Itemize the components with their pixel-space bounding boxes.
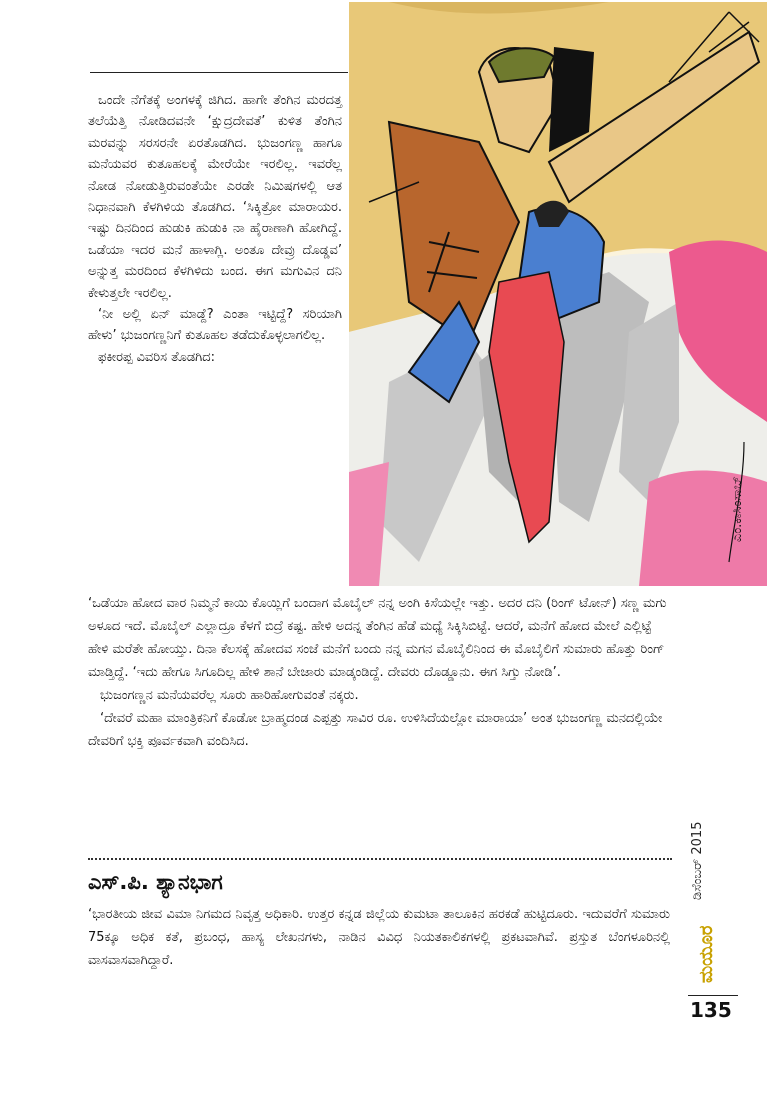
author-name: ಎಸ್.ಪಿ. ಶ್ಯಾನಭಾಗ xyxy=(88,870,223,894)
paragraph: ‘ನೀ ಅಲ್ಲಿ ಏನ್ ಮಾಡ್ದೆ? ಎಂತಾ ಇಟ್ಟಿದ್ದೆ? ಸರಿಯಾಗಿ ಹೇಳು’ ಭುಜಂಗಣ್ಣನಿಗೆ ಕುತೂಹಲ ತಡೆದುಕೊಳ್ಳಲಾಗಲಿಲ್ಲ. xyxy=(88,307,342,344)
pink-wash-bottom xyxy=(639,470,767,586)
section-divider xyxy=(88,858,672,860)
story-column-left xyxy=(88,90,342,368)
issue-date-text: ಡಿಸೆಂಬರ್ 2015 xyxy=(690,821,705,900)
illustration-canvas xyxy=(349,2,767,586)
author-bio: ‘ಭಾರತೀಯ ಜೀವ ವಿಮಾ ನಿಗಮದ ನಿವೃತ್ತ ಅಧಿಕಾರಿ. ಉತ್ತರ ಕನ್ನಡ ಜಿಲ್ಲೆಯ ಕುಮಟಾ ತಾಲೂಕಿನ ಹರಕಡೆ ಹುಟ್ಟಿದೂರು. ಇದುವರೆಗೆ ಸುಮಾರು 75ಕ್ಕೂ ಅಧಿಕ ಕತೆ, ಪ್ರಬಂಧ, ಹಾಸ್ಯ ಲೇಖನಗಳು, ನಾಡಿನ ವಿವಿಧ ನಿಯತಕಾಲಿಕಗಳಲ್ಲಿ ಪ್ರಕಟವಾಗಿವೆ. ಪ್ರಸ್ತುತ ಬೆಂಗಳೂರಿನಲ್ಲಿ ವಾಸವಾಸವಾಗಿದ್ದಾರೆ. xyxy=(88,907,670,968)
top-rule xyxy=(90,72,348,73)
logo-text: ಮಯೂರ xyxy=(696,925,717,983)
story-illustration xyxy=(349,2,767,586)
paragraph: ‘ದೇವರೆ ಮಹಾ ಮಾಂತ್ರಿಕನಿಗೆ ಕೊಡೋ ಬ್ರಾಹ್ಮದಂಡ ಎಪ್ಪತ್ತು ಸಾವಿರ ರೂ. ಉಳಿಸಿದೆಯಲ್ಲೋ ಮಾರಾಯಾ’ ಅಂತ ಭುಜಂಗಣ್ಣ ಮನದಲ್ಲಿಯೇ ದೇವರಿಗೆ ಭಕ್ತಿ ಪೂರ್ವಕವಾಗಿ ವಂದಿಸಿದ. xyxy=(88,711,663,749)
paragraph: ಒಂದೇ ನೆಗೆತಕ್ಕೆ ಅಂಗಳಕ್ಕೆ ಜಿಗಿದ. ಹಾಗೇ ತೆಂಗಿನ ಮರದತ್ತ ತಲೆಯೆತ್ತಿ ನೋಡಿದವನೇ ‘ಕ್ಷುದ್ರದೇವತೆ’ ಕುಳಿತ ತೆಂಗಿನ ಮರವನ್ನು ಸರಸರನೇ ಏರತೊಡಗಿದ. ಭುಜಂಗಣ್ಣ ಹಾಗೂ ಮನೆಯವರ ಕುತೂಹಲಕ್ಕೆ ಮೇರೆಯೇ ಇರಲಿಲ್ಲ. ಇವರೆಲ್ಲ ನೋಡ ನೋಡುತ್ತಿರುವಂತೆಯೇ ಎರಡೇ ನಿಮಿಷಗಳಲ್ಲಿ ಆತ ನಿಧಾನವಾಗಿ ಕೆಳಗಿಳಿಯ ತೊಡಗಿದ. ‘ಸಿಕ್ಕಿತ್ರೋ ಮಾರಾಯರ. ಇಷ್ಟು ದಿನದಿಂದ ಹುಡುಕಿ ಹುಡುಕಿ ನಾ ಹೈರಾಣಾಗಿ ಹೋಗಿದ್ದೆ. ಒಡೆಯಾ ಇದರ ಮನೆ ಹಾಳಾಗ್ಲಿ. ಅಂತೂ ದೇವ್ರು ದೊಡ್ಡವ’ ಅನ್ನುತ್ತ ಮರದಿಂದ ಕೆಳಗಿಳಿದು ಬಂದ. ಈಗ ಮಗುವಿನ ದನಿ ಕೇಳುತ್ತಲೇ ಇರಲಿಲ್ಲ. xyxy=(88,93,342,301)
paragraph: ಭುಜಂಗಣ್ಣನ ಮನೆಯವರೆಲ್ಲ ಸೂರು ಹಾರಿಹೋಗುವಂತೆ ನಕ್ಕರು. xyxy=(100,688,359,703)
paragraph: ಫಕೀರಪ್ಪ ವಿವರಿಸ ತೊಡಗಿದ: xyxy=(98,349,216,365)
story-full-width xyxy=(88,592,672,753)
paragraph: ‘ಒಡೆಯಾ ಹೋದ ವಾರ ನಿಮ್ಮನೆ ಕಾಯಿ ಕೊಯ್ಲಿಗೆ ಬಂದಾಗ ಮೊಬೈಲ್ ನನ್ನ ಅಂಗಿ ಕಿಸೆಯಲ್ಲೇ ಇತ್ತು. ಅದರ ದನಿ (ರಿಂಗ್ ಟೋನ್) ಸಣ್ಣ ಮಗು ಅಳೂದ ಇದೆ. ಮೊಬೈಲ್ ಎಲ್ಲಾದ್ರೂ ಕೆಳಗೆ ಬಿದ್ರೆ ಕಷ್ಟ. ಹೇಳಿ ಅದನ್ನ ತೆಂಗಿನ ಹೆಡೆ ಮಧ್ಯೆ ಸಿಕ್ಕಿಸಿಬಿಟ್ಟೆ. ಆದರೆ, ಮನೆಗೆ ಹೋದ ಮೇಲೆ ಎಲ್ಲಿಟ್ಟೆ ಹೇಳಿ ಮರೆತೇ ಹೋಯ್ತು. ದಿನಾ ಕೆಲಸಕ್ಕೆ ಹೋದವ ಸಂಜೆ ಮನೆಗೆ ಬಂದು ನನ್ನ ಮಗನ ಮೊಬೈಲಿನಿಂದ ಈ ಮೊಬೈಲಿಗೆ ಸುಮಾರು ಹೊತ್ತು ರಿಂಗ್ ಮಾಡ್ತಿದ್ದೆ. ‘ಇದು ಹೇಗೂ ಸಿಗೂದಿಲ್ಲ ಹೇಳಿ ಶಾನೆ ಬೇಜಾರು ಮಾಡ್ಕಂಡಿದ್ದೆ. ದೇವರು ದೊಡ್ಡೂನು. ಈಗ ಸಿಗ್ತು ನೋಡಿ’. xyxy=(88,596,667,680)
page-number-rule xyxy=(688,995,738,996)
artist-signature: ಎಂ.ಕಾಸಿಂಸಾಬ್ xyxy=(730,476,745,542)
magazine-logo xyxy=(690,905,720,985)
logo-icon xyxy=(690,905,720,985)
page-number: 135 xyxy=(690,998,732,1022)
